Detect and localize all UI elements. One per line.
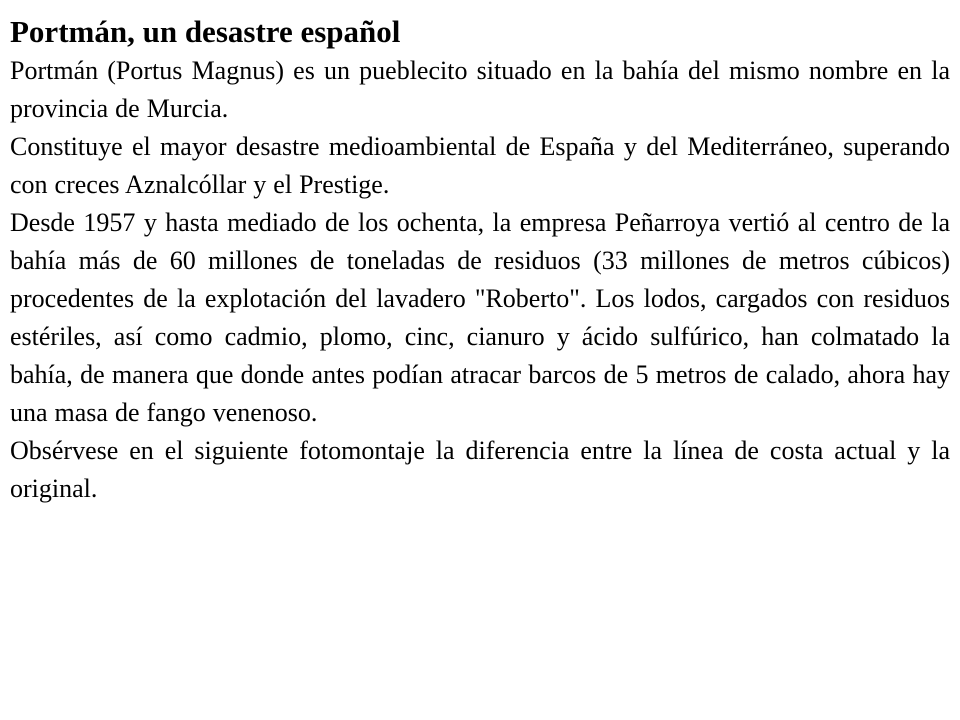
slide-title: Portmán, un desastre español [10,14,401,49]
slide-content [10,12,950,508]
paragraph-photomontage: Obsérvese en el siguiente fotomontaje la diferencia entre la línea de costa actual y la original. [10,436,950,503]
paragraph-history: Desde 1957 y hasta mediado de los ochenta, la empresa Peñarroya vertió al centro de la bahía más de 60 millones de toneladas de residuos (33 millones de metros cúbicos) procedentes de la explotación del lavadero "Roberto". Los lodos, cargados con residuos estériles, así como cadmio, plomo, cinc, cianuro y ácido sulfúrico, han colmatado la bahía, de manera que donde antes podían atracar barcos de 5 metros de calado, ahora hay una masa de fango venenoso. [10,208,950,427]
paragraph-disaster: Constituye el mayor desastre medioambiental de España y del Mediterráneo, superando con creces Aznalcóllar y el Prestige. [10,132,950,199]
paragraph-intro: Portmán (Portus Magnus) es un pueblecito situado en la bahía del mismo nombre en la provincia de Murcia. [10,56,950,123]
